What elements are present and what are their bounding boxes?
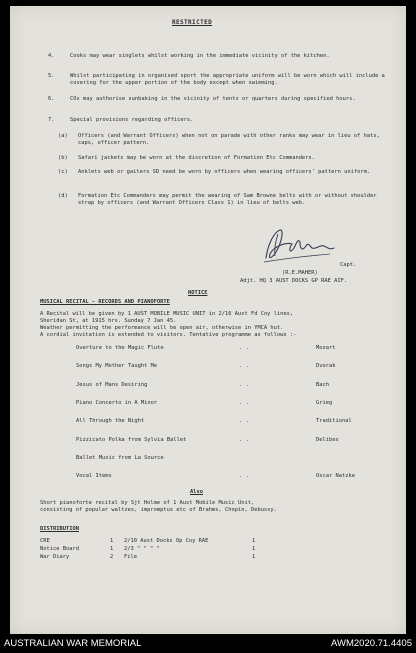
piece-title: Pizzicato Polka from Sylvia Ballet [76,437,187,443]
recipient-unit: 2/3 " " " " [124,546,160,552]
recital-line: Weather permitting the performance will be open air, otherwise in YMCA hut. [40,325,284,331]
archive-name: AUSTRALIAN WAR MEMORIAL [4,638,142,649]
distribution-row [40,538,300,545]
composer-name: Grieg [316,400,333,406]
distribution-heading: DISTRIBUTION [40,526,79,532]
recipient-count: 1 [110,538,114,544]
signatory-rank: Capt. [340,262,357,268]
distribution-row [40,546,300,553]
programme-item [76,345,386,353]
composer-name: Mozart [316,345,336,351]
piece-title: Piano Concerto in A Minor [76,400,158,406]
subparagraph-text: Safari jackets may be worn at the discretion of Formation Etc Commanders. [78,155,315,161]
piece-title: Ballet Music from La Source [76,455,164,461]
recipient-qty: 1 [252,554,256,560]
paragraph-number: 5. [48,73,55,79]
subparagraph-letter: (c) [58,169,68,175]
programme-item [76,363,386,371]
composer-name: Bach [316,382,329,388]
archive-footer [0,634,416,653]
signatory-name: (R.E.MAHER) [282,270,318,276]
leader-dots: . . [239,400,249,406]
recipient-name: War Diary [40,554,70,560]
subparagraph-letter: (a) [58,133,68,139]
classification-heading: RESTRICTED [172,19,213,26]
recipient-name: Notice Board [40,546,79,552]
handwritten-signature [258,224,338,268]
programme-item [76,382,386,390]
piece-title: Vocal Items [76,473,112,479]
piece-title: Songs My Mother Taught Me [76,363,158,369]
subparagraph-text: Anklets web or gaiters SD need be worn by officers when wearing officers' pattern uniform. [78,169,371,175]
recipient-count: 1 [110,546,114,552]
paragraph-text: COs may authorise sunbaking in the vicinity of tents or quarters during specified hours. [70,96,356,102]
recipient-name: CRE [40,538,50,544]
subparagraph-text: Formation Etc Commanders may permit the wearing of Sam Browne belts with or without shoulder strap by officers (and Warrant Officers Class 1) in lieu of belts web. [78,193,377,206]
paragraph-number: 7. [48,117,55,123]
signatory-appointment: Adjt. HQ 3 AUST DOCKS GP RAE AIF. [240,278,348,284]
recipient-qty: 1 [252,546,256,552]
programme-item [76,473,386,481]
leader-dots: . . [239,437,249,443]
recipient-count: 2 [110,554,114,560]
composer-name: Delibes [316,437,339,443]
distribution-row [40,554,300,561]
leader-dots: . . [239,418,249,424]
paragraph-text: Special provisions regarding officers. [70,117,194,123]
recipient-unit: File [124,554,137,560]
recital-line: A cordial invitation is extended to visitors. Tentative programme as follows :- [40,332,297,338]
piece-title: Jesus of Mans Desiring [76,382,148,388]
paragraph-number: 4. [48,53,55,59]
recipient-qty: 1 [252,538,256,544]
piece-title: Overture to the Magic Flute [76,345,164,351]
also-line: consisting of popular waltzes, impromptus etc of Brahms, Chopin, Debussy. [40,507,277,513]
composer-name: Oscar Natzke [316,473,355,479]
programme-item [76,400,386,408]
subparagraph-letter: (d) [58,193,68,199]
also-heading: Also [190,489,203,495]
paragraph-text: Cooks may wear singlets whilst working in the immediate vicinity of the kitchen. [70,53,330,59]
programme-item [76,418,386,426]
subparagraph-letter: (b) [58,155,68,161]
recital-heading: MUSICAL RECITAL - RECORDS AND PIANOFORTE [40,299,170,305]
subparagraph-text: Officers (and Warrant Officers) when not on parade with other ranks may wear in lieu of hats, caps, officer pattern. [78,133,380,146]
composer-name: Traditional [316,418,352,424]
archive-reference: AWM2020.71.4405 [331,638,412,649]
recital-line: A Recital will be given by 1 AUST MOBILE MUSIC UNIT in 2/16 Aust Fd Coy lines, [40,311,294,317]
document-page [10,6,406,634]
paragraph-text: Whilst participating in organised sport the appropriate uniform will be worn which will include a covering for the upper portion of the body except when swimming. [70,73,385,86]
leader-dots: . . [239,382,249,388]
notice-heading: NOTICE [188,290,208,296]
composer-name: Dvorak [316,363,336,369]
recital-line: Sheridan St, at 1915 hrs. Sunday 7 Jan 45. [40,318,177,324]
also-line: Short pianoforte recital by Sjt Holme of 1 Aust Mobile Music Unit, [40,500,255,506]
programme-item [76,437,386,445]
programme-item [76,455,386,463]
paragraph-number: 6. [48,96,55,102]
leader-dots: . . [239,345,249,351]
leader-dots: . . [239,473,249,479]
leader-dots: . . [239,363,249,369]
piece-title: All Through the Night [76,418,145,424]
recipient-unit: 2/10 Aust Docks Op Coy RAE [124,538,209,544]
